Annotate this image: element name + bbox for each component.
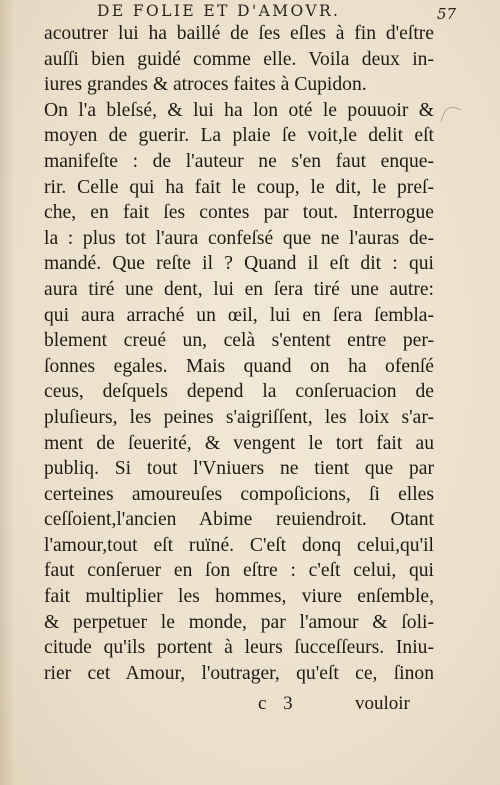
text-line: moyen de guerir. La plaie ſe voit,le delit eſt xyxy=(44,125,434,147)
text-line: auſſi bien guidé comme elle. Voila deux in- xyxy=(44,48,434,70)
gutter-shadow xyxy=(0,0,14,785)
text-line: rir. Celle qui ha fait le coup, le dit, le preſ- xyxy=(44,176,434,198)
page-number: 57 xyxy=(437,5,457,23)
text-line: la : plus tot l'aura confeſsé que ne l'auras de- xyxy=(44,227,434,249)
text-line: faut conſeruer en ſon eſtre : c'eſt celui, qui xyxy=(44,560,434,582)
text-line: On l'a bleſsé, & lui ha lon oté le pouuoir & xyxy=(44,99,434,121)
signature-mark: c 3 xyxy=(258,693,299,714)
text-line: mandé. Que reſte il ? Quand il eſt dit : qui xyxy=(44,253,434,275)
text-line: ceus, deſquels depend la conſeruacion de xyxy=(44,381,434,403)
catchword: vouloir xyxy=(355,693,410,714)
text-line: blement creué un, celà s'entent entre per- xyxy=(44,330,434,352)
text-line: aura tiré une dent, lui en ſera tiré une autre: xyxy=(44,278,434,300)
text-line: certeines amoureuſes compoſicions, ſi elles xyxy=(44,483,434,505)
text-line: manifeſte : de l'auteur ne s'en faut enque- xyxy=(44,150,434,172)
running-head: DE FOLIE ET D'AMOVR. xyxy=(97,2,341,20)
text-line: iures grandes & atroces faites à Cupidon. xyxy=(44,74,367,96)
body-text xyxy=(44,21,434,686)
text-line: l'amour,tout eſt ruïné. C'eſt donq celui,qu'il xyxy=(44,534,434,556)
text-line: acoutrer lui ha baillé de ſes eſles à fin d'eſtre xyxy=(44,23,434,44)
text-line: fait multiplier les hommes, viure enſemble, xyxy=(44,586,434,608)
text-line: ſonnes egales. Mais quand on ha ofenſé xyxy=(44,355,434,377)
margin-ink-mark xyxy=(440,104,461,127)
text-line: rier cet Amour, l'outrager, qu'eſt ce, ſinon xyxy=(44,662,434,684)
text-line: pluſieurs, les peines s'aigriſſent, les loix s'ar- xyxy=(44,406,434,428)
page-footer xyxy=(0,693,500,719)
text-line: citude qu'ils portent à leurs ſucceſſeurs. Iniu- xyxy=(44,637,434,659)
text-line: che, en fait ſes contes par tout. Interrogue xyxy=(44,202,434,224)
text-line: qui aura arraché un œil, lui en ſera ſembla- xyxy=(44,304,434,326)
text-line: publiq. Si tout l'Vniuers ne tient que par xyxy=(44,458,434,480)
text-line: ceſſoient,l'ancien Abime reuiendroit. Otant xyxy=(44,509,434,531)
text-line: & perpetuer le monde, par l'amour & ſoli- xyxy=(44,611,434,633)
text-line: ment de ſeuerité, & vengent le tort fait au xyxy=(44,432,434,454)
